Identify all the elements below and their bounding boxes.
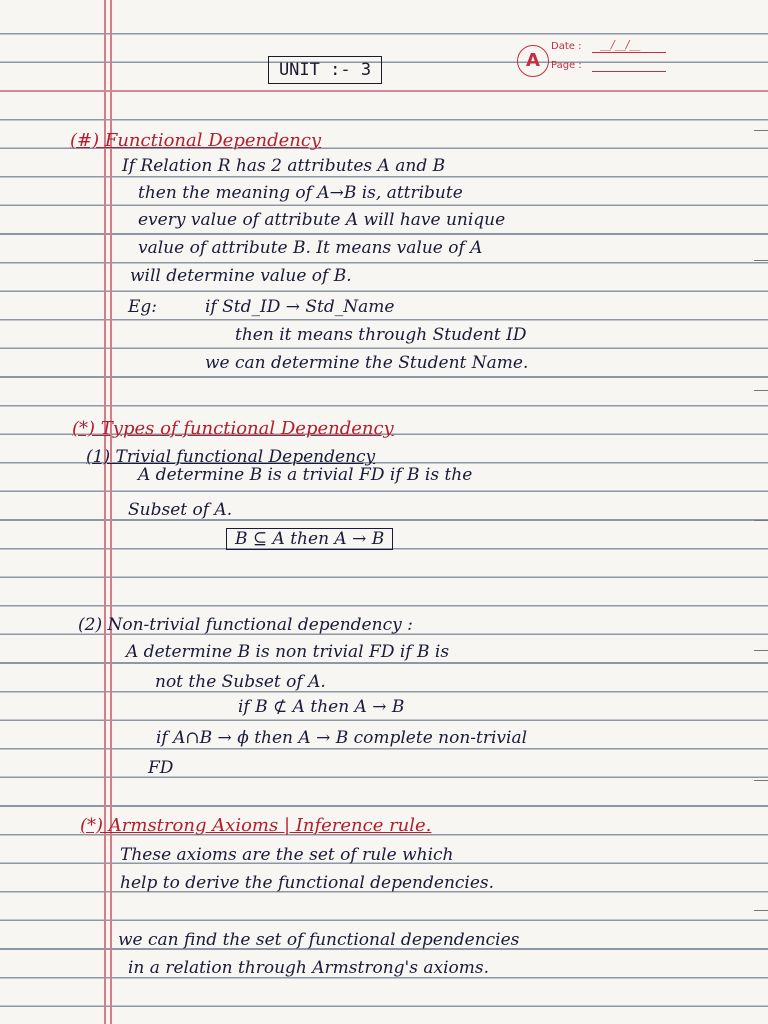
- armstrong-line-1: These axioms are the set of rule which: [120, 845, 454, 865]
- nontrivial-line-1: A determine B is non trivial FD if B is: [126, 642, 450, 662]
- unit-title: UNIT :- 3: [268, 56, 382, 84]
- example-line-2: then it means through Student ID: [235, 325, 527, 345]
- armstrong-line-4: in a relation through Armstrong's axioms.: [128, 958, 489, 978]
- edge-mark: [754, 130, 768, 131]
- trivial-title: (1) Trivial functional Dependency: [86, 447, 376, 467]
- date-label: Date :: [551, 41, 582, 52]
- brand-logo-icon: A: [517, 45, 549, 77]
- fd-line-1: If Relation R has 2 attributes A and B: [122, 156, 446, 176]
- nontrivial-line-4: if A∩B → ϕ then A → B complete non-trivial: [156, 728, 528, 748]
- example-line-1: if Std_ID → Std_Name: [205, 297, 395, 317]
- example-label: Eg:: [128, 297, 158, 317]
- section-heading-armstrong: (*) Armstrong Axioms | Inference rule.: [80, 815, 432, 836]
- example-line-3: we can determine the Student Name.: [205, 353, 529, 373]
- page-label: Page :: [551, 60, 582, 71]
- trivial-line-1: A determine B is a trivial FD if B is the: [138, 465, 473, 485]
- date-line: [592, 52, 666, 53]
- armstrong-line-3: we can find the set of functional dependencies: [118, 930, 520, 950]
- fd-line-4: value of attribute B. It means value of A: [138, 238, 483, 258]
- trivial-formula: B ⊆ A then A → B: [226, 528, 393, 550]
- nontrivial-line-2: not the Subset of A.: [155, 672, 326, 692]
- nontrivial-line-3: if B ⊄ A then A → B: [238, 697, 405, 717]
- trivial-line-2: Subset of A.: [128, 500, 233, 520]
- fd-line-2: then the meaning of A→B is, attribute: [138, 183, 463, 203]
- nontrivial-title: (2) Non-trivial functional dependency :: [78, 615, 413, 635]
- edge-mark: [754, 650, 768, 651]
- date-value: __/__/__: [600, 38, 641, 51]
- edge-mark: [754, 780, 768, 781]
- header-rule: [0, 90, 768, 92]
- fd-line-3: every value of attribute A will have unique: [138, 210, 506, 230]
- margin-line-right: [110, 0, 112, 1024]
- fd-line-5: will determine value of B.: [130, 266, 352, 286]
- armstrong-line-2: help to derive the functional dependencies.: [120, 873, 495, 893]
- edge-mark: [754, 910, 768, 911]
- nontrivial-line-5: FD: [148, 758, 174, 778]
- section-heading-functional-dependency: (#) Functional Dependency: [70, 130, 322, 151]
- edge-mark: [754, 260, 768, 261]
- edge-mark: [754, 520, 768, 521]
- margin-line-left: [104, 0, 106, 1024]
- section-heading-types: (*) Types of functional Dependency: [72, 418, 394, 439]
- edge-mark: [754, 390, 768, 391]
- page-line: [592, 71, 666, 72]
